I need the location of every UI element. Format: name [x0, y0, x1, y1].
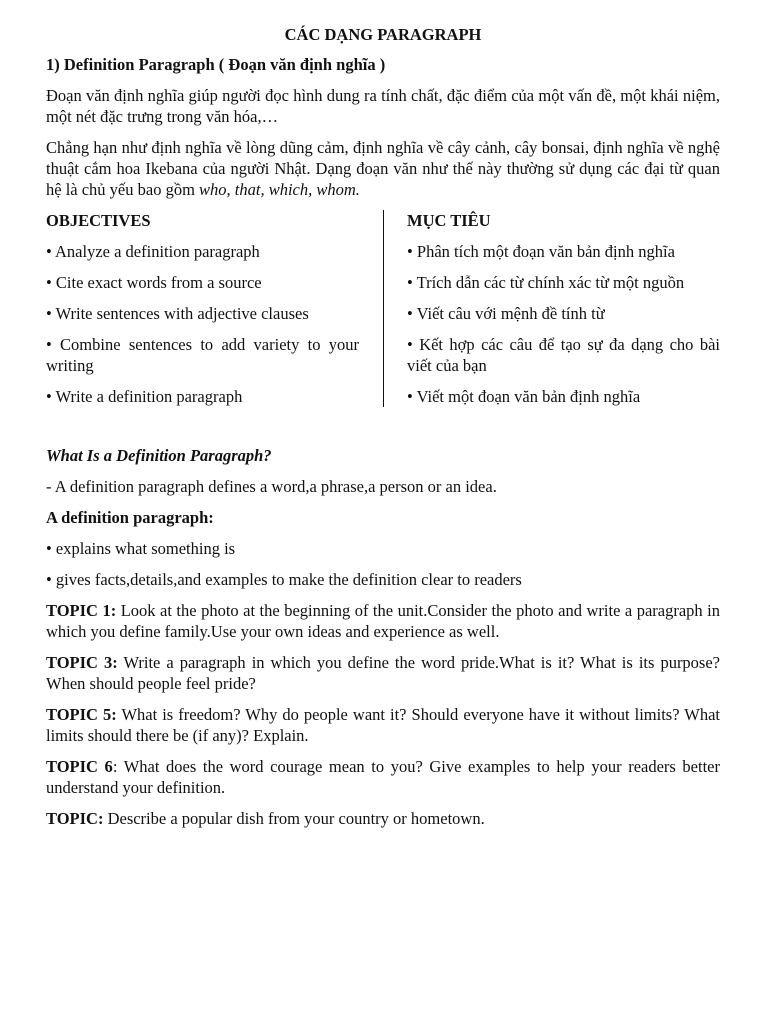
objective-item: • Analyze a definition paragraph: [46, 242, 260, 261]
objectives-column-english: [46, 210, 383, 407]
topic-item: [46, 704, 720, 746]
topic-item: [46, 652, 720, 694]
objectives-column-vietnamese: [383, 210, 720, 407]
muc-tieu-item: • Viết câu với mệnh đề tính từ: [407, 304, 605, 323]
definition-bullet: • gives facts,details,and examples to make the definition clear to readers: [46, 570, 522, 589]
example-paragraph-text: Chẳng hạn như định nghĩa về lòng dũng cảm, định nghĩa về cây cảnh, cây bonsai, định nghĩa về nghệ thuật cắm hoa Ikebana của người Nhật. Dạng đoạn văn như thế này thường sử dụng các đại từ quan hệ là chủ yếu bao gồm: [46, 138, 720, 199]
muc-tieu-item: • Kết hợp các câu để tạo sự đa dạng cho bài viết của bạn: [407, 335, 720, 375]
objective-item: • Write a definition paragraph: [46, 387, 243, 406]
topic-text: : What does the word courage mean to you? Give examples to help your readers better understand your definition.: [46, 757, 720, 797]
topic-item: [46, 808, 720, 829]
definition-bullet: • explains what something is: [46, 539, 236, 558]
topic-item: [46, 600, 720, 642]
relative-pronouns: who, that, which, whom.: [199, 180, 360, 199]
topic-label: TOPIC 3:: [46, 653, 118, 672]
topic-label: TOPIC 1:: [46, 601, 117, 620]
objectives-table: [46, 210, 720, 407]
definition-line: - A definition paragraph defines a word,a phrase,a person or an idea.: [46, 477, 497, 496]
topic-label: TOPIC 5:: [46, 705, 117, 724]
document-content: [46, 24, 720, 839]
topic-label: TOPIC 6: [46, 757, 113, 776]
topic-text: Describe a popular dish from your country or hometown.: [103, 809, 485, 828]
topic-item: [46, 756, 720, 798]
topic-label: TOPIC:: [46, 809, 104, 828]
muc-tieu-item: • Phân tích một đoạn văn bản định nghĩa: [407, 242, 675, 261]
spacer: [46, 417, 720, 445]
objective-item: • Cite exact words from a source: [46, 273, 262, 292]
objective-item: • Combine sentences to add variety to your writing: [46, 335, 359, 375]
objectives-heading: OBJECTIVES: [46, 211, 151, 230]
page-title: CÁC DẠNG PARAGRAPH: [284, 25, 482, 44]
topic-text: Write a paragraph in which you define the word pride.What is it? What is its purpose? When should people feel pride?: [46, 653, 721, 693]
topic-text: What is freedom? Why do people want it? Should everyone have it without limits? What limits should there be (if any)? Explain.: [46, 705, 720, 745]
definition-subheading: A definition paragraph:: [46, 508, 214, 527]
topic-text: Look at the photo at the beginning of the unit.Consider the photo and write a paragraph in which you define family.Use your own ideas and experience as well.: [46, 601, 720, 641]
what-is-heading: What Is a Definition Paragraph?: [46, 446, 272, 465]
example-paragraph: [46, 137, 720, 200]
muc-tieu-item: • Viết một đoạn văn bản định nghĩa: [407, 387, 641, 406]
section-heading: 1) Definition Paragraph ( Đoạn văn định nghĩa ): [46, 55, 386, 74]
intro-paragraph: Đoạn văn định nghĩa giúp người đọc hình dung ra tính chất, đặc điểm của một vấn đề, một khái niệm, một nét đặc trưng trong văn hóa,…: [46, 86, 720, 126]
objective-item: • Write sentences with adjective clauses: [46, 304, 309, 323]
muc-tieu-item: • Trích dẫn các từ chính xác từ một nguồn: [407, 273, 685, 292]
column-divider: [383, 210, 384, 407]
muc-tieu-heading: MỤC TIÊU: [407, 211, 491, 230]
